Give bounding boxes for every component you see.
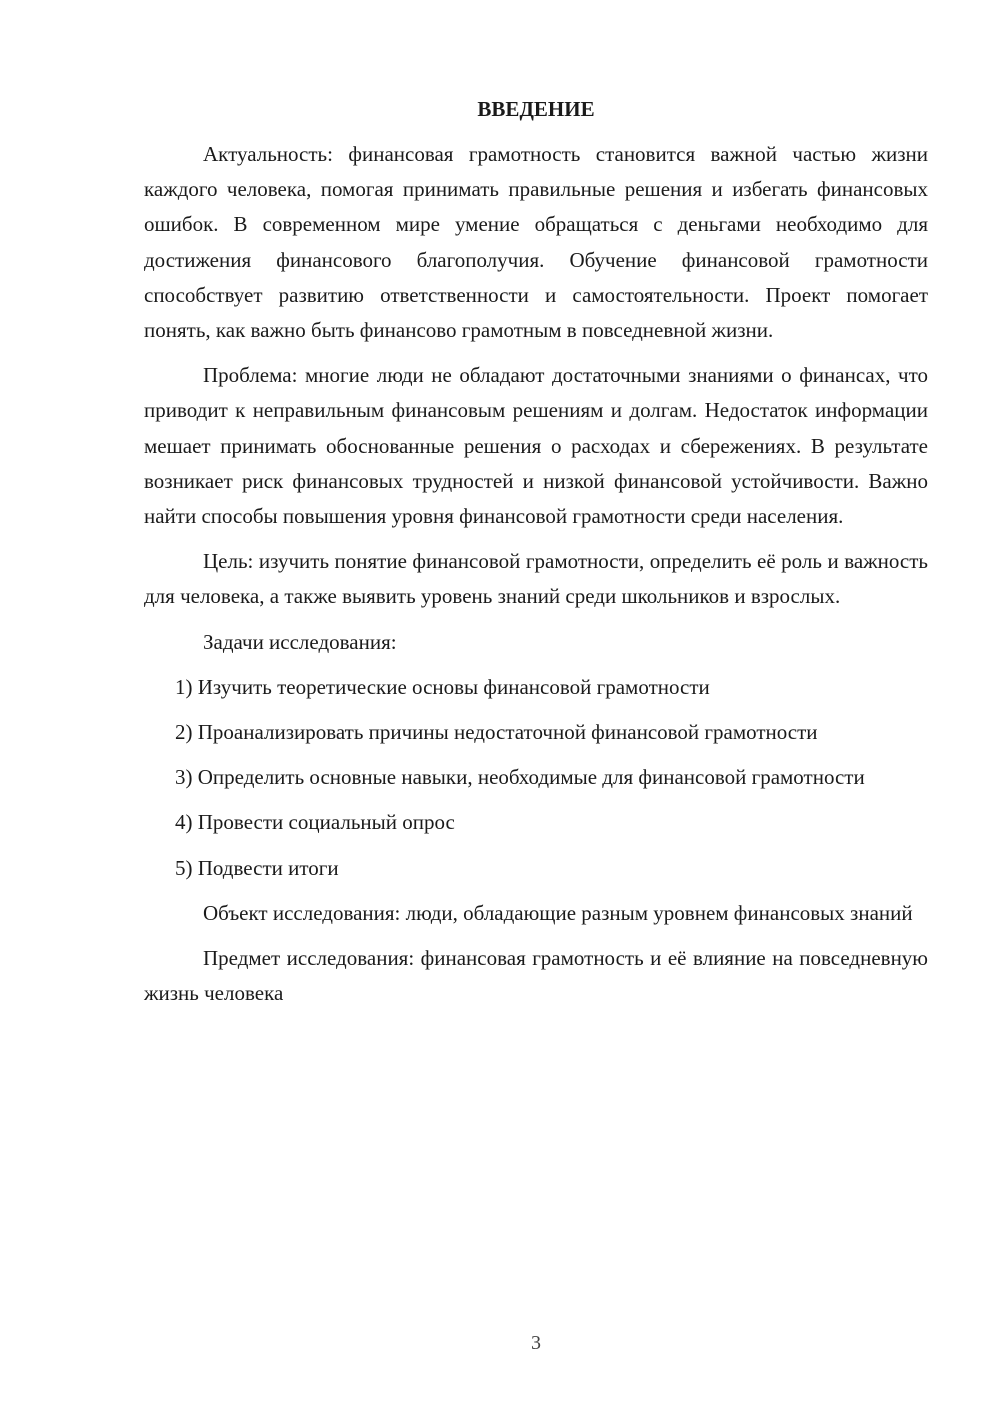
document-page: [144, 92, 928, 1021]
object-paragraph: Объект исследования: люди, обладающие разным уровнем финансовых знаний: [203, 900, 913, 925]
task-item-4: 4) Провести социальный опрос: [175, 810, 455, 835]
relevance-paragraph: Актуальность: финансовая грамотность становится важной частью жизни каждого человека, помогая принимать правильные решения и избегать финансовых ошибок. В современном мире умение обращаться с деньгами необходимо для достижения финансового благополучия. Обучение финансовой грамотности способствует развитию ответственности и самостоятельности. Проект помогает понять, как важно быть финансово грамотным в повседневной жизни.: [144, 142, 928, 343]
goal-paragraph: Цель: изучить понятие финансовой грамотности, определить её роль и важность для человека, а также выявить уровень знаний среди школьников и взрослых.: [144, 549, 928, 609]
task-item-5: 5) Подвести итоги: [175, 855, 339, 880]
problem-paragraph: Проблема: многие люди не обладают достаточными знаниями о финансах, что приводит к неправильным финансовым решениям и долгам. Недостаток информации мешает принимать обоснованные решения о расходах и сбережениях. В результате возникает риск финансовых трудностей и низкой финансовой устойчивости. Важно найти способы повышения уровня финансовой грамотности среди населения.: [144, 363, 928, 529]
task-item-1: 1) Изучить теоретические основы финансовой грамотности: [175, 674, 710, 699]
page-title: ВВЕДЕНИЕ: [477, 97, 595, 121]
task-item-3: 3) Определить основные навыки, необходимые для финансовой грамотности: [175, 765, 865, 790]
subject-paragraph: Предмет исследования: финансовая грамотность и её влияние на повседневную жизнь человека: [144, 946, 928, 1006]
tasks-heading: Задачи исследования:: [203, 629, 397, 654]
page-number: 3: [531, 1332, 541, 1354]
task-item-2: 2) Проанализировать причины недостаточной финансовой грамотности: [175, 720, 818, 745]
